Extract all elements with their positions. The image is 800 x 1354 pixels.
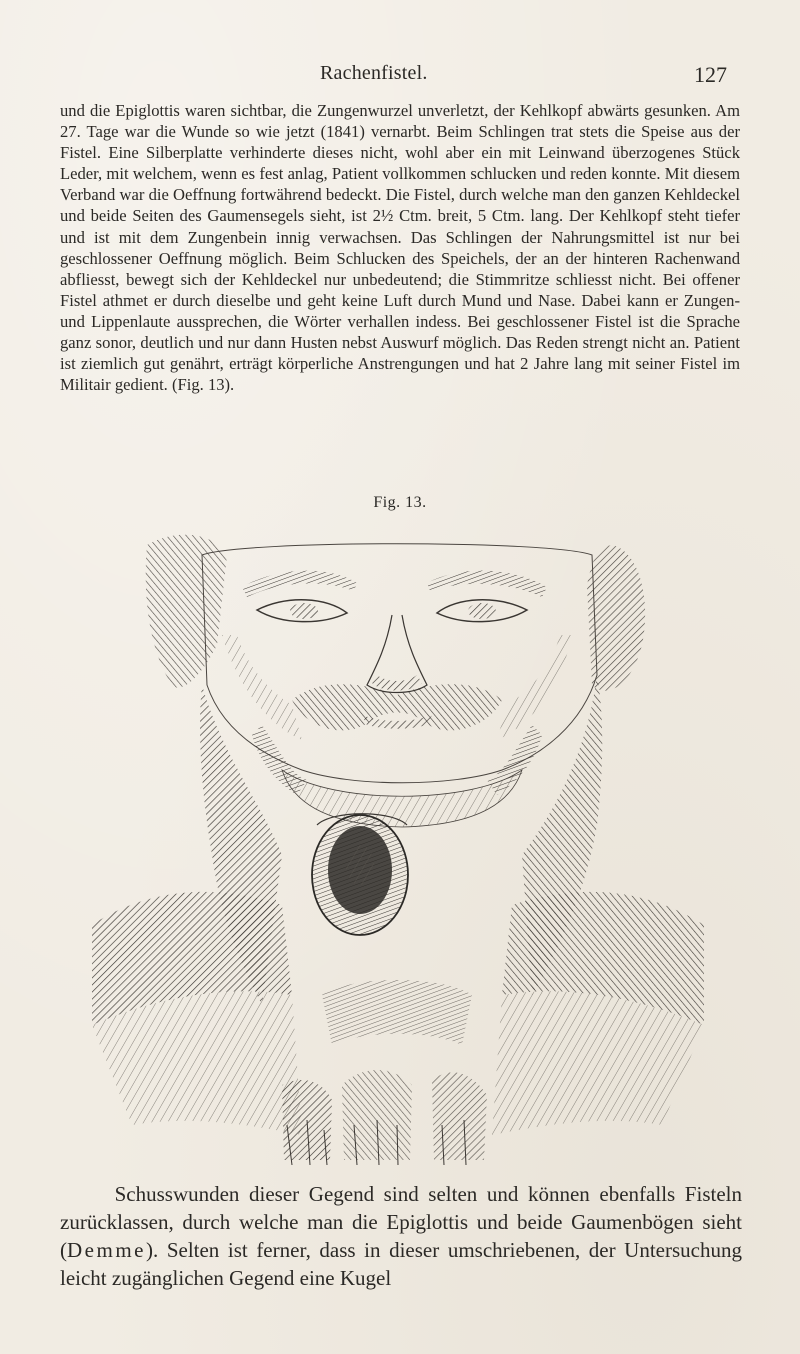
page-number: 127 [694, 62, 727, 87]
figure-caption: Fig. 13. [373, 494, 427, 511]
author-name-demme: Demme [67, 1238, 146, 1262]
paragraph2-text-after: ). Selten ist ferner, dass in dieser umschriebenen, der Untersuchung leicht zugänglichen Gegend eine Kugel [60, 1238, 742, 1290]
case-description-paragraph: und die Epiglottis waren sichtbar, die Zungenwurzel unverletzt, der Kehlkopf abwärts gesunken. Am 27. Tage war die Wunde so wie jetzt (1841) vernarbt. Beim Schlingen trat stets die Speise aus der Fistel. Eine Silberplatte verhinderte dieses nicht, wohl aber ein mit Leinwand überzogenes Stück Leder, mit welchem, wenn es fest anlag, Patient vollkommen schlucken und reden konnte. Mit diesem Verband war die Oeffnung fortwährend bedeckt. Die Fistel, durch welche man den ganzen Kehldeckel und beide Seiten des Gaumensegels sieht, ist 2½ Ctm. breit, 5 Ctm. lang. Der Kehlkopf steht tiefer und ist mit dem Zungenbein innig verwachsen. Das Schlingen der Nahrungsmittel ist nur bei geschlossener Oeffnung möglich. Beim Schlucken des Speichels, der an der hinteren Rachenwand abfliesst, bewegt sich der Kehldeckel nur unbedeutend; die Stimmritze schliesst nicht. Bei offener Fistel athmet er durch dieselbe und geht keine Luft durch Mund und Nase. Dabei kann er Zungen- und Lippenlaute aussprechen, die Wörter verhallen indess. Bei geschlossener Fistel ist die Sprache ganz sonor, deutlich und nur dann Husten nebst Auswurf möglich. Das Reden strengt nicht an. Patient ist ziemlich gut genährt, erträgt körperliche Anstrengungen und hat 2 Jahre lang mit seiner Fistel im Militair gedient. (Fig. 13). [60, 101, 740, 395]
neck-fistula-engraving [92, 525, 704, 1165]
figure-13-illustration [92, 525, 704, 1165]
right-cheek-shading [497, 635, 572, 740]
page-header [0, 62, 800, 92]
running-title: Rachenfistel. [320, 62, 428, 84]
under-chin [282, 770, 522, 827]
gunshot-wounds-paragraph [60, 1180, 742, 1292]
left-cheek-shading [222, 635, 302, 740]
left-hair-shading [146, 535, 227, 688]
sternum-notch [322, 980, 472, 1045]
right-hair-shading [587, 545, 645, 691]
left-eyebrow [242, 571, 357, 597]
paragraph2-text-before: Schusswunden dieser Gegend sind selten und können ebenfalls Fisteln zurücklassen, durch welche man die Epiglottis und beide Gaumenbögen sieht ( [60, 1182, 742, 1262]
right-eyebrow [427, 571, 547, 597]
